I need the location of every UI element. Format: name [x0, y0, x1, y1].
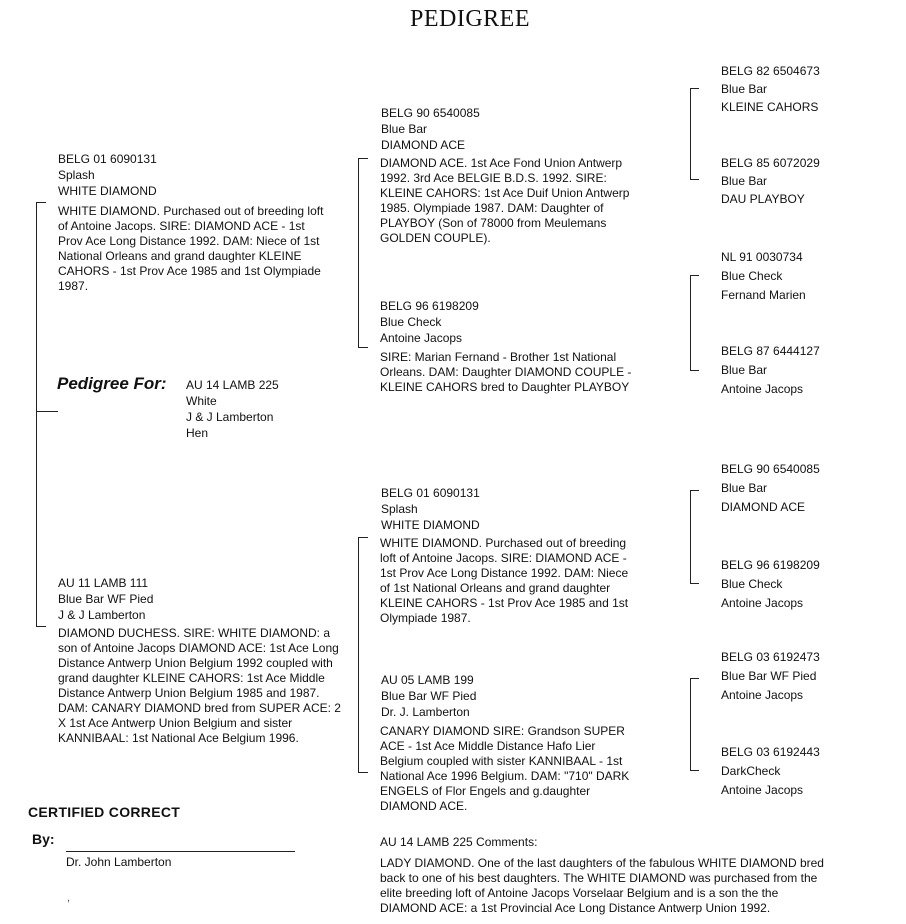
- ggp-ring: BELG 96 6198209: [721, 558, 820, 572]
- ggp-name: Antoine Jacops: [721, 688, 804, 702]
- gp3-bird: [381, 485, 480, 533]
- ggp-color: DarkCheck: [721, 764, 781, 778]
- signer-name: Dr. John Lamberton: [66, 855, 172, 869]
- gp2-bird: [380, 298, 479, 346]
- subject-bracket-stub: [36, 411, 58, 412]
- subject-ring: AU 14 LAMB 225: [186, 378, 279, 392]
- sire-bird: [58, 151, 157, 199]
- sire-bracket-vertical: [358, 158, 359, 348]
- gp4-bracket-bottom: [690, 770, 699, 771]
- subject-sex: Hen: [186, 426, 209, 440]
- gp2-bracket-bottom: [690, 370, 699, 371]
- gp2-color: Blue Check: [380, 315, 442, 329]
- sire-bracket-top: [358, 158, 368, 159]
- subject-bracket-vertical: [36, 202, 37, 626]
- certified-correct-heading: CERTIFIED CORRECT: [28, 804, 181, 820]
- gp1-bracket-top: [690, 88, 699, 89]
- dam-bracket-bottom: [358, 772, 368, 773]
- gp1-bracket-bottom: [690, 179, 699, 180]
- gp4-ring: AU 05 LAMB 199: [381, 673, 474, 687]
- gp1-note: DIAMOND ACE. 1st Ace Fond Union Antwerp 1992. 3rd Ace BELGIE B.D.S. 1992. SIRE: KLEINE CAHORS: 1st Ace Duif Union Antwerp 1985. Olympiade 1987. DAM: Daughter of PLAYBOY (Son of 78000 from Meulemans GOLDEN COUPLE).: [380, 156, 630, 245]
- sire-note: WHITE DIAMOND. Purchased out of breeding loft of Antoine Jacops. SIRE: DIAMOND ACE - 1st Prov Ace Long Distance 1992. DAM: Niece of 1st National Orleans and grand daughter KLEINE CAHORS - 1st Prov Ace 1985 and 1st Olympiade 1987.: [58, 204, 324, 293]
- sire-color: Splash: [58, 168, 95, 182]
- stray-mark: ,: [67, 892, 71, 904]
- gp3-color: Splash: [381, 502, 418, 516]
- ggp-color: Blue Bar: [721, 363, 768, 377]
- ggp-ring: BELG 87 6444127: [721, 344, 820, 358]
- ggp-name: DIAMOND ACE: [721, 500, 806, 514]
- gp1-ring: BELG 90 6540085: [381, 106, 480, 120]
- ggp-ring: BELG 03 6192443: [721, 745, 820, 759]
- ggp-ring: BELG 03 6192473: [721, 650, 820, 664]
- signature-line: [66, 851, 295, 852]
- gp2-bracket-vertical: [690, 275, 691, 371]
- dam-bird: [58, 575, 153, 623]
- dam-bracket-top: [358, 537, 368, 538]
- ggp-ring: BELG 82 6504673: [721, 64, 820, 78]
- gp3-ring: BELG 01 6090131: [381, 486, 480, 500]
- dam-color: Blue Bar WF Pied: [58, 592, 154, 606]
- ggp-name: Antoine Jacops: [721, 783, 804, 797]
- by-label: By:: [32, 831, 55, 847]
- gp2-note: SIRE: Marian Fernand - Brother 1st National Orleans. DAM: Daughter DIAMOND COUPLE - KLEINE CAHORS bred to Daughter PLAYBOY: [380, 350, 632, 394]
- gp4-bracket-vertical: [690, 678, 691, 771]
- gp4-note: CANARY DIAMOND SIRE: Grandson SUPER ACE - 1st Ace Middle Distance Hafo Lier Belgium coupled with sister KANNIBAAL - 1st National Ace 1996 Belgium. DAM: "710" DARK ENGELS of Flor Engels and g.daughter DIAMOND ACE.: [380, 724, 630, 813]
- ggp-color: Blue Bar: [721, 481, 768, 495]
- ggp-ring: BELG 90 6540085: [721, 462, 820, 476]
- dam-bracket-vertical: [358, 537, 359, 773]
- ggp-name: Fernand Marien: [721, 288, 806, 302]
- comments-body: LADY DIAMOND. One of the last daughters of the fabulous WHITE DIAMOND bred back to one of his best daughters. The WHITE DIAMOND was purchased from the elite breeding loft of Antoine Jacops Vorselaar Belgium and is a son the the DIAMOND ACE: a 1st Provincial Ace Long Distance Antwerp Union 1992.: [380, 856, 824, 915]
- subject-bracket-bottom: [36, 626, 46, 627]
- subject-owner: J & J Lamberton: [186, 410, 274, 424]
- subject-bracket-top: [36, 202, 46, 203]
- ggp-8: [721, 743, 820, 800]
- ggp-4: [721, 342, 820, 399]
- gp3-bracket-top: [690, 490, 699, 491]
- page-title: PEDIGREE: [410, 6, 530, 32]
- gp2-name: Antoine Jacops: [380, 331, 463, 345]
- gp4-color: Blue Bar WF Pied: [381, 689, 477, 703]
- subject-bird: [186, 377, 279, 441]
- ggp-3: [721, 248, 806, 305]
- gp2-bracket-top: [690, 275, 699, 276]
- sire-bracket-bottom: [358, 347, 368, 348]
- ggp-1: [721, 62, 820, 116]
- dam-note: DIAMOND DUCHESS. SIRE: WHITE DIAMOND: a son of Antoine Jacops DIAMOND ACE: 1st Ace Long Distance Antwerp Union Belgium 1992 coupled with grand daughter KLEINE CAHORS: 1st Ace Middle Distance Antwerp Union Belgium 1985 and 1987. DAM: CANARY DIAMOND bred from SUPER ACE: 2 X 1st Ace Antwerp Union Belgium and sister KANNIBAAL: 1st National Ace Belgium 1996.: [58, 626, 341, 745]
- sire-name: WHITE DIAMOND: [58, 184, 157, 198]
- gp2-ring: BELG 96 6198209: [380, 299, 479, 313]
- ggp-ring: NL 91 0030734: [721, 250, 803, 264]
- gp3-bracket-vertical: [690, 490, 691, 584]
- ggp-name: DAU PLAYBOY: [721, 192, 805, 206]
- ggp-7: [721, 648, 820, 705]
- gp1-bird: [381, 105, 480, 153]
- gp4-bird: [381, 672, 476, 720]
- ggp-name: KLEINE CAHORS: [721, 100, 819, 114]
- gp3-bracket-bottom: [690, 583, 699, 584]
- gp4-bracket-top: [690, 678, 699, 679]
- ggp-6: [721, 556, 820, 613]
- ggp-ring: BELG 85 6072029: [721, 156, 820, 170]
- subject-color: White: [186, 394, 217, 408]
- gp3-name: WHITE DIAMOND: [381, 518, 480, 532]
- gp1-color: Blue Bar: [381, 122, 428, 136]
- dam-name: J & J Lamberton: [58, 608, 146, 622]
- ggp-color: Blue Bar WF Pied: [721, 669, 817, 683]
- gp1-name: DIAMOND ACE: [381, 138, 466, 152]
- pedigree-for-label: Pedigree For:: [57, 374, 167, 393]
- ggp-color: Blue Bar: [721, 82, 768, 96]
- ggp-color: Blue Check: [721, 269, 783, 283]
- ggp-color: Blue Check: [721, 577, 783, 591]
- gp4-name: Dr. J. Lamberton: [381, 705, 470, 719]
- gp3-note: WHITE DIAMOND. Purchased out of breeding loft of Antoine Jacops. SIRE: DIAMOND ACE - 1st Prov Ace Long Distance 1992. DAM: Niece of 1st National Orleans and grand daughter KLEINE CAHORS - 1st Prov Ace 1985 and 1st Olympiade 1987.: [380, 536, 629, 625]
- comments-title: AU 14 LAMB 225 Comments:: [380, 835, 538, 849]
- ggp-2: [721, 154, 820, 208]
- sire-ring: BELG 01 6090131: [58, 152, 157, 166]
- gp1-bracket-vertical: [690, 88, 691, 180]
- dam-ring: AU 11 LAMB 111: [58, 576, 149, 590]
- ggp-color: Blue Bar: [721, 174, 768, 188]
- ggp-5: [721, 460, 820, 517]
- ggp-name: Antoine Jacops: [721, 382, 804, 396]
- ggp-name: Antoine Jacops: [721, 596, 804, 610]
